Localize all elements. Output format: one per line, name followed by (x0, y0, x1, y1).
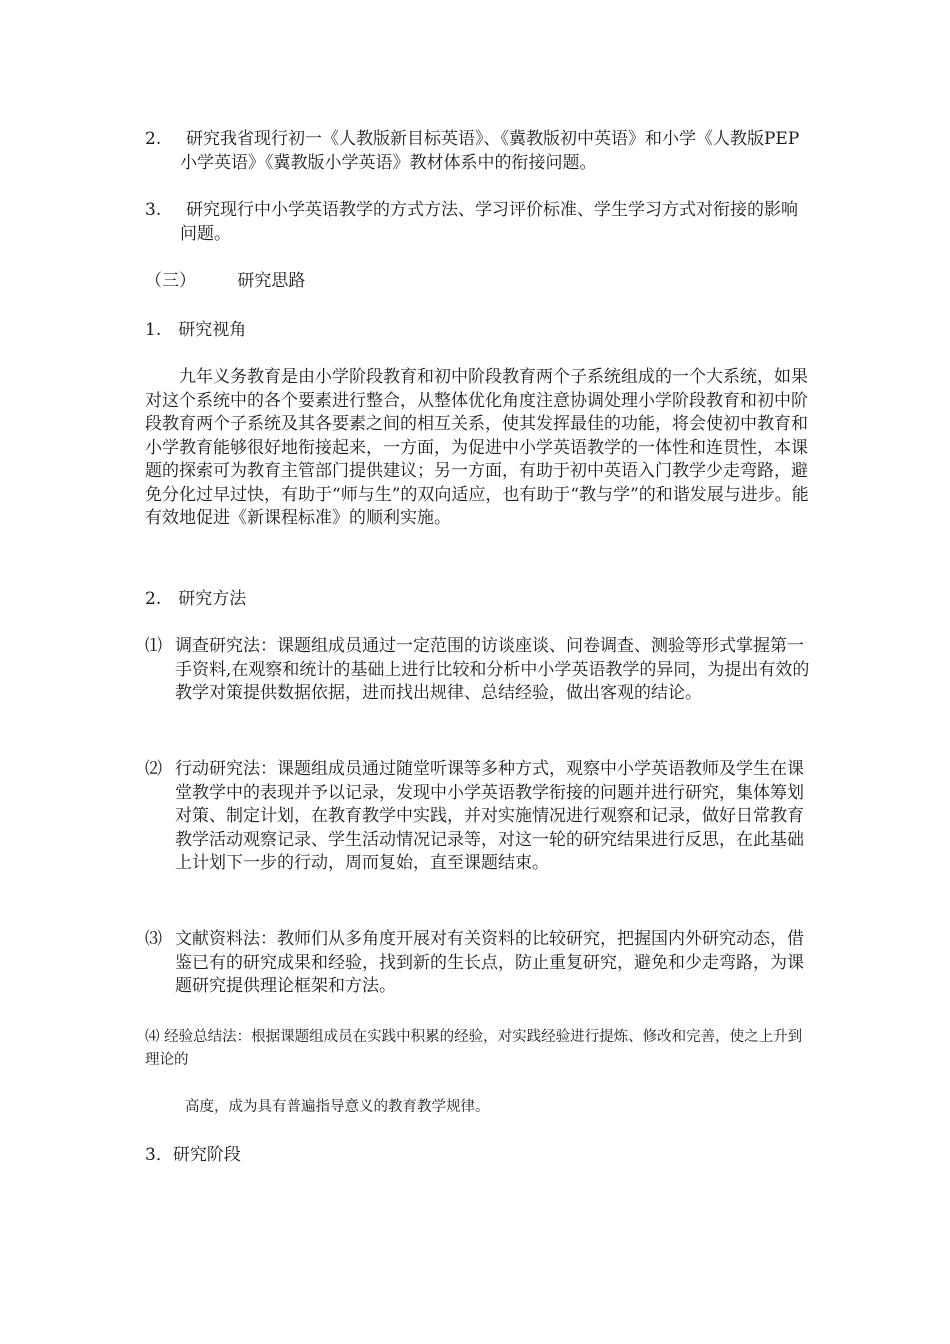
list-text: 研究我省现行初一《人教版新目标英语》、《冀教版初中英语》和小学《人教版PEP小学英语》《冀教版小学英语》教材体系中的衔接问题。 (180, 129, 800, 173)
subsection-heading-3: 3．研究阶段 (145, 1145, 241, 1165)
section-number: （三） (145, 271, 196, 291)
method-text: 文献资料法：教师们从多角度开展对有关资料的比较研究，把握国内外研究动态，借鉴已有的研究成果和经验，找到新的生长点，防止重复研究，避免和少走弯路，为课题研究提供理论框架和方法。 (175, 929, 804, 996)
method-number: ⑴ (145, 636, 162, 656)
list-number: 2. (145, 129, 162, 149)
method-item-3 (145, 928, 810, 999)
list-text: 研究现行中小学英语教学的方式方法、学习评价标准、学生学习方式对衔接的影响问题。 (180, 200, 798, 244)
method-item-4-continuation: 高度，成为具有普遍指导意义的教育教学规律。 (185, 1099, 490, 1115)
method-text: 行动研究法：课题组成员通过随堂听课等多种方式，观察中小学英语教师及学生在课堂教学中的表现并予以记录，发现中小学英语教学衔接的问题并进行研究，集体筹划对策、制定计划，在教育教学中实践，并对实施情况进行观察和记录，做好日常教育教学活动观察记录、学生活动情况记录等，对这一轮的研究结果进行反思，在此基础上计划下一步的行动，周而复始，直至课题结束。 (175, 759, 804, 873)
method-text: 调查研究法：课题组成员通过一定范围的访谈座谈、问卷调查、测验等形式掌握第一手资料,在观察和统计的基础上进行比较和分析中小学英语教学的异同，为提出有效的教学对策提供数据依据，进而找出规律、总结经验，做出客观的结论。 (175, 636, 810, 703)
method-item-4: ⑷ 经验总结法：根据课题组成员在实践中积累的经验，对实践经验进行提炼、修改和完善，使之上升到理论的 (145, 1029, 803, 1068)
subsection-heading-1: 1. 研究视角 (145, 320, 247, 340)
list-item-2 (145, 128, 810, 175)
section-heading (145, 270, 810, 294)
method-number: ⑵ (145, 759, 162, 779)
method-item-1 (145, 635, 810, 706)
subsection-heading-2: 2. 研究方法 (145, 589, 247, 609)
list-item-3 (145, 199, 810, 246)
paragraph-research-perspective: 九年义务教育是由小学阶段教育和初中阶段教育两个子系统组成的一个大系统，如果对这个系统中的各个要素进行整合，从整体优化角度注意协调处理小学阶段教育和初中阶段教育两个子系统及其各要素之间的相互关系，使其发挥最佳的功能，将会使初中教育和小学教育能够很好地衔接起来，一方面，为促进中小学英语教学的一体性和连贯性，本课题的探索可为教育主管部门提供建议；另一方面，有助于初中英语入门教学少走弯路，避免分化过早过快，有助于“师与生”的双向适应，也有助于“教与学”的和谐发展与进步。能有效地促进《新课程标准》的顺利实施。 (145, 367, 809, 528)
section-title: 研究思路 (237, 271, 306, 291)
method-item-2 (145, 758, 810, 876)
list-number: 3. (145, 200, 162, 220)
method-number: ⑶ (145, 929, 162, 949)
